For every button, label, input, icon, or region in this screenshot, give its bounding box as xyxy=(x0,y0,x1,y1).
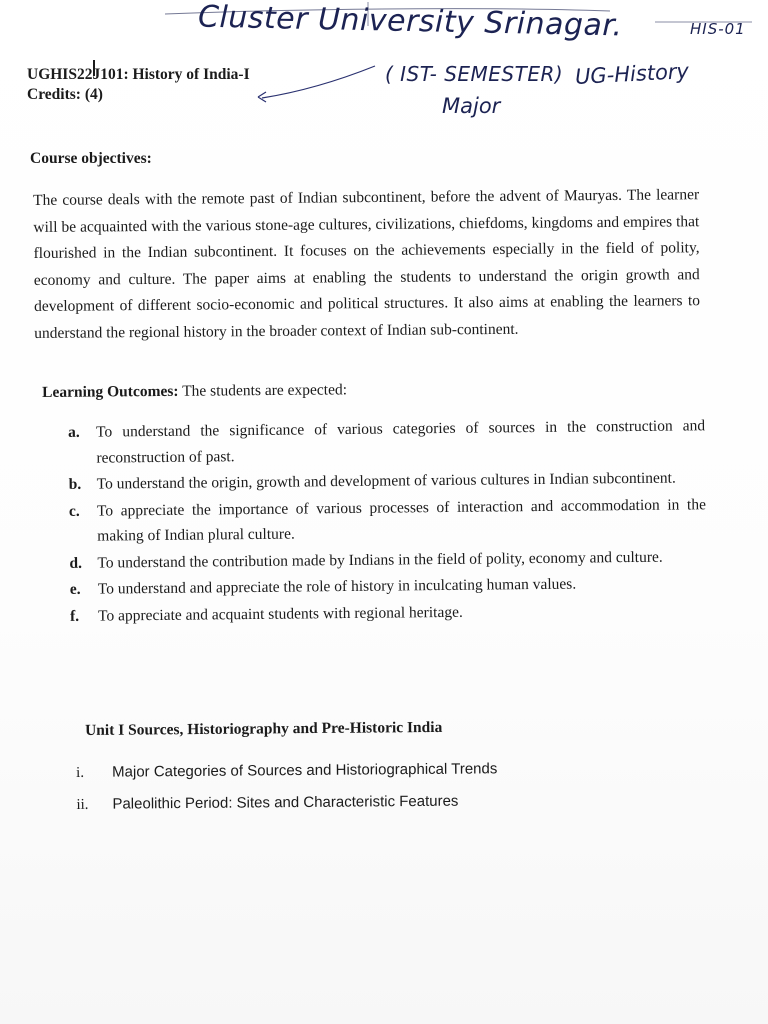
handwritten-semester: ( IST- SEMESTER) xyxy=(385,62,564,86)
learning-outcomes-intro: The students are expected: xyxy=(182,381,348,400)
learning-outcomes-heading: Learning Outcomes: xyxy=(42,382,179,401)
outcome-item xyxy=(62,597,707,629)
outcome-marker: c. xyxy=(68,502,80,520)
course-credits: Credits: (4) xyxy=(27,86,103,103)
learning-outcomes-line xyxy=(42,381,347,402)
outcome-item xyxy=(60,413,705,471)
outcome-marker: d. xyxy=(69,554,83,572)
outcome-marker: f. xyxy=(69,607,80,625)
handwritten-program: UG-History xyxy=(574,59,690,89)
outcome-text: To understand and appreciate the role of history in inculcating human values. xyxy=(97,575,577,598)
topic-marker: i. xyxy=(76,764,85,781)
outcome-marker: a. xyxy=(68,423,80,441)
outcome-text: To appreciate and acquaint students with regional heritage. xyxy=(97,603,463,625)
unit-topic-item xyxy=(72,753,497,789)
handwritten-course-code: HIS-01 xyxy=(690,20,746,38)
topic-text: Paleolithic Period: Sites and Characteristic Features xyxy=(112,792,459,813)
outcome-marker: b. xyxy=(68,475,82,493)
course-objectives-heading: Course objectives: xyxy=(30,150,152,167)
handwritten-major: Major xyxy=(442,94,501,118)
outcome-text: To understand the origin, growth and development of various cultures in Indian subcontinent. xyxy=(96,469,676,493)
course-title: UGHIS22J101: History of India-I xyxy=(27,66,250,83)
unit-1-topics xyxy=(72,753,498,821)
topic-text: Major Categories of Sources and Historiographical Trends xyxy=(112,760,498,781)
outcome-text: To appreciate the importance of various processes of interaction and accommodation in the making of Indian plural culture. xyxy=(96,495,707,545)
outcome-item xyxy=(61,492,706,550)
course-objectives-text: The course deals with the remote past of Indian subcontinent, before the advent of Mauryas. The learner will be acquainted with the various stone-age cultures, civilizations, chiefdoms, kingdoms and empires that flourished in the Indian subcontinent. It focuses on the achievements especially in the field of polity, economy and culture. The paper aims at enabling the students to understand the origin growth and development of different socio-economic and political structures. It also aims at enabling the learners to understand the regional history in the broader context of Indian sub-continent. xyxy=(33,186,701,342)
topic-marker: ii. xyxy=(76,796,89,813)
handwritten-university-name: Cluster University Srinagar. xyxy=(197,0,623,44)
unit-1-heading: Unit I Sources, Historiography and Pre-Historic India xyxy=(85,718,443,739)
outcome-text: To understand the significance of various categories of sources in the construction and reconstruction of past. xyxy=(96,417,706,467)
outcome-marker: e. xyxy=(69,580,81,598)
unit-topic-item xyxy=(72,785,497,821)
learning-outcomes-list xyxy=(60,413,707,630)
outcome-text: To understand the contribution made by Indians in the field of polity, economy and culture. xyxy=(97,548,663,572)
